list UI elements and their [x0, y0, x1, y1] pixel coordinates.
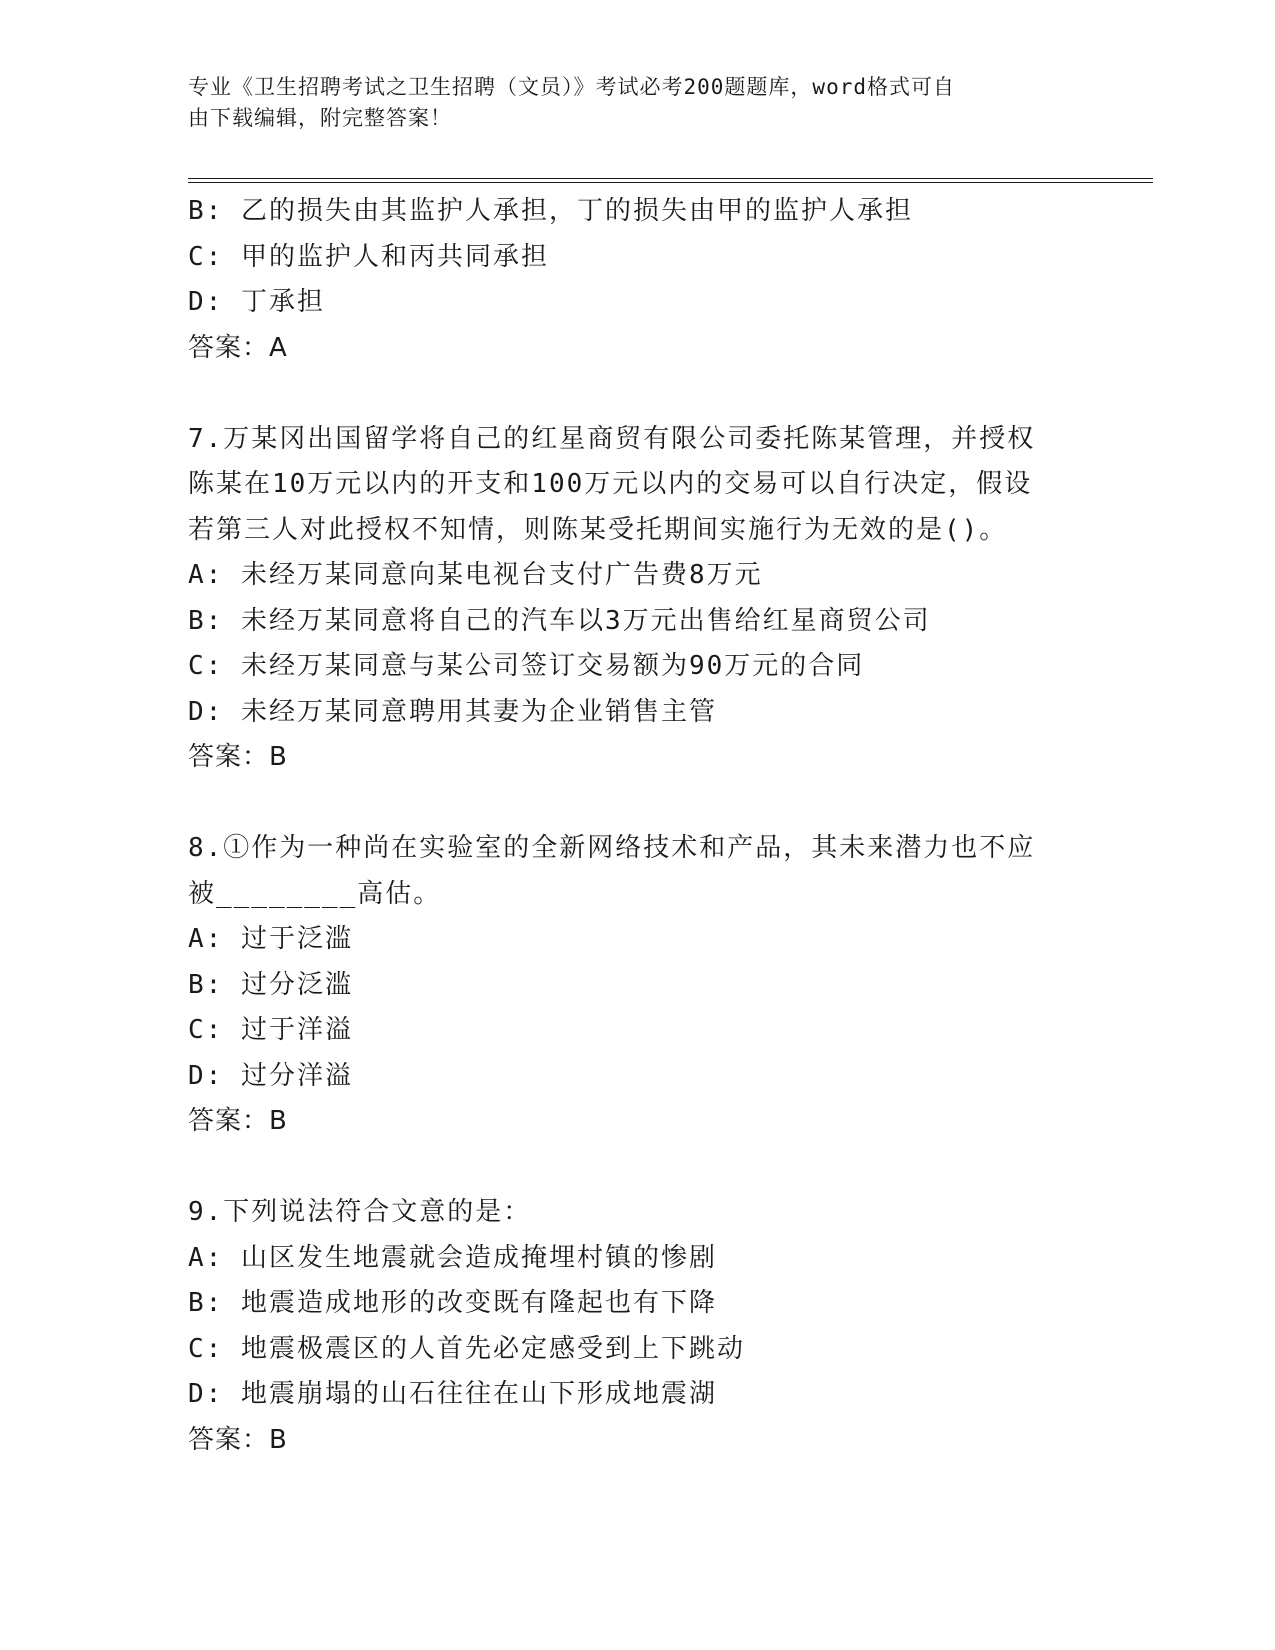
- option-c: C: 未经万某同意与某公司签订交易额为90万元的合同: [188, 651, 865, 681]
- option-d: D: 地震崩塌的山石往往在山下形成地震湖: [188, 1379, 717, 1409]
- question-stem: 若第三人对此授权不知情，则陈某受托期间实施行为无效的是()。: [188, 514, 1008, 545]
- question-6-continued: [188, 189, 1088, 371]
- answer: 答案：B: [188, 742, 288, 772]
- question-7: [188, 417, 1088, 781]
- question-stem: 被________高估。: [188, 878, 442, 909]
- document-header: [188, 72, 1068, 134]
- question-9: [188, 1190, 1088, 1463]
- option-d: D: 过分洋溢: [188, 1060, 353, 1091]
- option-c: C: 地震极震区的人首先必定感受到上下跳动: [188, 1333, 745, 1364]
- option-a: A: 过于泛滥: [188, 924, 353, 954]
- option-d: D: 丁承担: [188, 287, 325, 317]
- option-b: B: 过分泛滥: [188, 969, 353, 1000]
- answer: 答案：B: [188, 1424, 288, 1455]
- header-divider-bottom: [188, 182, 1153, 183]
- spacer: [188, 371, 1088, 417]
- option-b: B: 地震造成地形的改变既有隆起也有下降: [188, 1288, 717, 1318]
- header-line-2: 由下载编辑，附完整答案！: [188, 106, 452, 130]
- question-list: [188, 189, 1088, 1463]
- option-b: B: 未经万某同意将自己的汽车以3万元出售给红星商贸公司: [188, 605, 931, 636]
- spacer: [188, 1145, 1088, 1191]
- option-a: A: 未经万某同意向某电视台支付广告费8万元: [188, 560, 763, 590]
- question-stem: 陈某在10万元以内的开支和100万元以内的交易可以自行决定，假设: [188, 469, 1033, 499]
- option-b: B: 乙的损失由其监护人承担，丁的损失由甲的监护人承担: [188, 196, 913, 226]
- question-8: [188, 826, 1088, 1145]
- question-stem: 9.下列说法符合文意的是：: [188, 1197, 532, 1227]
- option-c: C: 过于洋溢: [188, 1015, 353, 1045]
- option-d: D: 未经万某同意聘用其妻为企业销售主管: [188, 696, 717, 727]
- question-stem: 8.①作为一种尚在实验室的全新网络技术和产品，其未来潜力也不应: [188, 833, 1036, 863]
- spacer: [188, 781, 1088, 827]
- header-line-1: 专业《卫生招聘考试之卫生招聘（文员）》考试必考200题题库，word格式可自: [188, 75, 955, 99]
- answer: 答案：B: [188, 1106, 288, 1136]
- option-a: A: 山区发生地震就会造成掩埋村镇的惨剧: [188, 1242, 717, 1273]
- question-stem: 7.万某冈出国留学将自己的红星商贸有限公司委托陈某管理，并授权: [188, 423, 1036, 454]
- header-divider-top: [188, 178, 1153, 179]
- answer: 答案：A: [188, 332, 288, 363]
- option-c: C: 甲的监护人和丙共同承担: [188, 241, 549, 272]
